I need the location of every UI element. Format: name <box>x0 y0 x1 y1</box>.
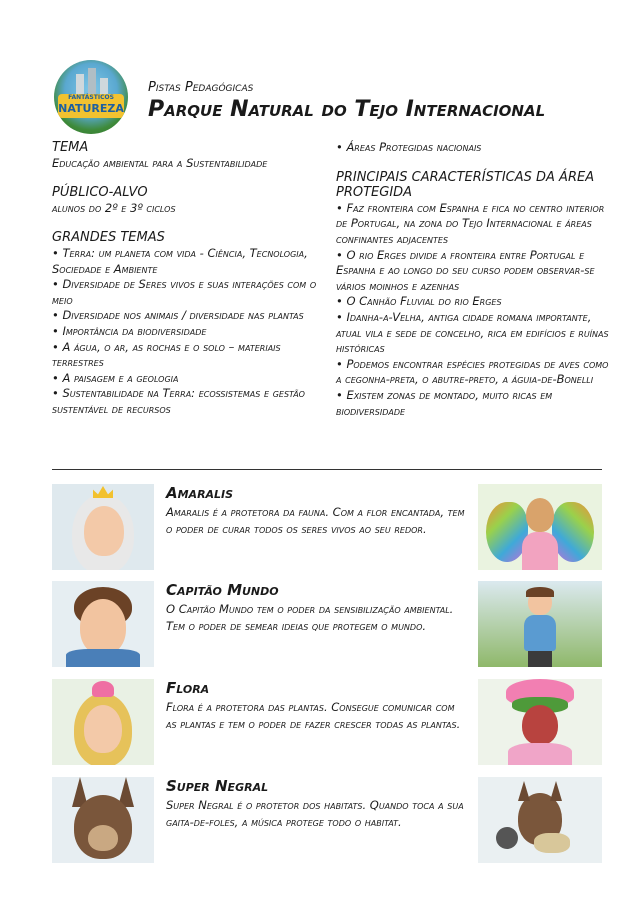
logo-building <box>76 74 84 96</box>
capitao-mundo-portrait <box>52 581 154 667</box>
face-shape <box>80 599 126 655</box>
muzzle-shape <box>88 825 118 851</box>
character-description: Super Negral é o protetor dos habitats. Quando toca a sua gaita-de-foles, a música protege todo o habitat. <box>166 798 464 829</box>
logo-banner <box>58 94 124 118</box>
deer-head-shape <box>526 498 554 532</box>
publico-text: alunos do 2º e 3º ciclos <box>52 200 176 215</box>
character-name: Capitão Mundo <box>166 581 279 599</box>
tema-item-continued: • Áreas Protegidas nacionais <box>336 140 482 154</box>
shirt-shape <box>524 615 556 651</box>
tema-heading: TEMA <box>52 140 89 155</box>
tema-item: • Terra: um planeta com vida - Ciência, Tecnologia, Sociedade e Ambiente <box>52 245 308 276</box>
caracteristica-item: • Existem zonas de montado, muito ricas em biodiversidade <box>336 387 553 418</box>
publico-heading: PÚBLICO-ALVO <box>52 185 148 201</box>
character-name: Amaralis <box>166 484 234 502</box>
hair-shape <box>526 587 554 597</box>
caracteristica-item: • O rio Erges divide a fronteira entre Portugal e Espanha e ao longo do seu curso podem observar-se vários moinhos e azenhas <box>336 247 595 293</box>
tema-item: • Diversidade nos animais / diversidade nas plantas <box>52 308 304 323</box>
super-negral-portrait <box>52 777 154 863</box>
crown-icon <box>93 486 113 498</box>
character-super-negral <box>52 777 602 863</box>
logo-building <box>88 68 96 96</box>
right-wing-shape <box>552 502 594 562</box>
tema-item: • A paisagem e a geologia <box>52 370 179 385</box>
dress-shape <box>508 743 572 765</box>
character-description: Amaralis é a protetora da fauna. Com a flor encantada, tem o poder de curar todos os seres vivos ao seu redor. <box>166 505 465 536</box>
logo-line1: FANTÁSTICOS <box>68 94 114 101</box>
logo-line2: NATUREZA <box>58 102 124 115</box>
flora-illustration <box>478 679 602 765</box>
face-shape <box>84 506 124 556</box>
ear-shape <box>518 781 530 801</box>
page-title: Parque Natural do Tejo Internacional <box>148 97 546 122</box>
spoon-shape <box>496 827 518 849</box>
amaralis-illustration <box>478 484 602 570</box>
face-shape <box>522 705 558 745</box>
tema-item: • Sustentabilidade na Terra: ecossistemas e gestão sustentável de recursos <box>52 386 305 416</box>
dress-shape <box>522 532 558 570</box>
flora-portrait <box>52 679 154 765</box>
capitao-mundo-illustration <box>478 581 602 667</box>
left-column <box>52 140 332 418</box>
ear-shape <box>550 781 562 801</box>
shirt-shape <box>66 649 140 667</box>
page-subtitle: Pistas Pedagógicas <box>148 80 254 95</box>
character-amaralis <box>52 484 602 570</box>
character-name: Super Negral <box>166 777 269 795</box>
character-capitao-mundo <box>52 581 602 667</box>
super-negral-illustration <box>478 777 602 863</box>
character-description: O Capitão Mundo tem o poder da sensibilização ambiental. Tem o poder de semear ideias que protegem o mundo. <box>166 602 454 633</box>
grandes-temas-heading: GRANDES TEMAS <box>52 230 165 246</box>
character-name: Flora <box>166 679 210 697</box>
tema-item: • A água, o ar, as rochas e o solo – materiais terrestres <box>52 339 281 370</box>
caracteristicas-heading: PRINCIPAIS CARACTERÍSTICAS DA ÁREA PROTEGIDA <box>336 169 595 201</box>
fantasticos-natureza-logo <box>54 60 128 134</box>
character-description: Flora é a protetora das plantas. Consegue comunicar com as plantas e tem o poder de fazer crescer todas as plantas. <box>166 700 461 731</box>
flower-icon <box>92 681 114 697</box>
right-column <box>336 140 614 419</box>
caracteristica-item: • O Canhão Fluvial do rio Erges <box>336 294 502 309</box>
tema-item: • Diversidade de Seres vivos e suas interações com o meio <box>52 277 317 307</box>
caracteristica-item: • Faz fronteira com Espanha e fica no centro interior de Portugal, na zona do Tejo Internacional e áreas confinantes adjacentes <box>336 200 605 246</box>
tema-item: • Importância da biodiversidade <box>52 323 207 338</box>
tema-text: Educação ambiental para a Sustentabilidade <box>52 155 268 170</box>
caracteristica-item: • Podemos encontrar espécies protegidas de aves como a cegonha-preta, o abutre-preto, a águia-de-Bonelli <box>336 356 609 387</box>
face-shape <box>84 705 122 753</box>
section-divider <box>52 469 602 470</box>
amaralis-portrait <box>52 484 154 570</box>
character-flora <box>52 679 602 765</box>
pants-shape <box>528 651 552 667</box>
caracteristica-item: • Idanha-a-Velha, antiga cidade romana importante, atual vila e sede de concelho, rica em edifícios e ruínas históricas <box>336 309 609 356</box>
bagpipe-shape <box>534 833 570 853</box>
